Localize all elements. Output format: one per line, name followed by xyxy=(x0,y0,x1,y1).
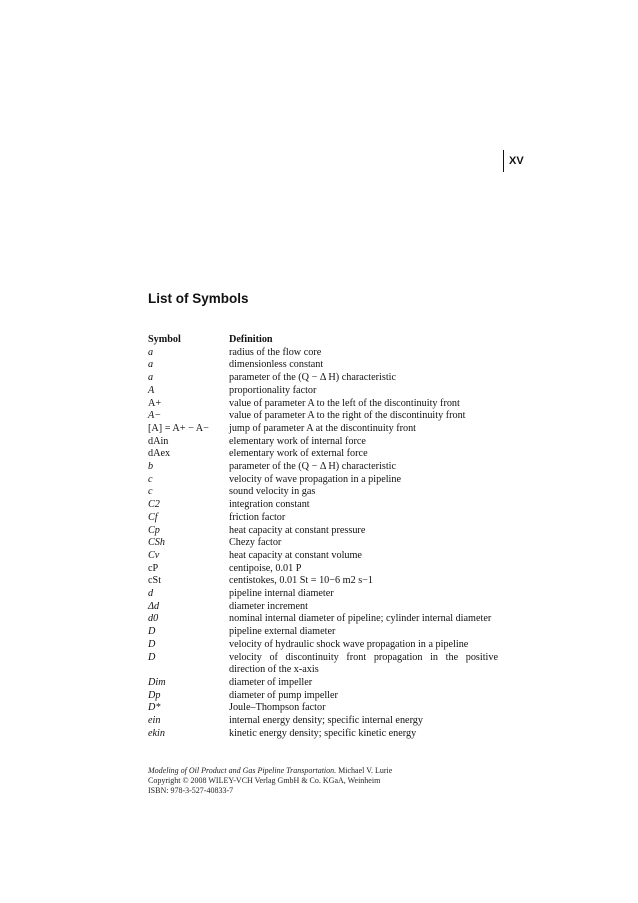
table-row xyxy=(148,512,498,525)
table-row xyxy=(148,601,498,614)
table-row xyxy=(148,359,498,372)
definition-cell: Joule–Thompson factor xyxy=(229,702,326,714)
symbol-cell: CSh xyxy=(148,537,165,549)
table-row xyxy=(148,436,498,449)
definition-cell: pipeline external diameter xyxy=(229,626,336,638)
definition-cell: kinetic energy density; specific kinetic energy xyxy=(229,727,417,739)
table-row xyxy=(148,448,498,461)
table-row xyxy=(148,537,498,550)
definition-cell: parameter of the (Q − Δ H) characteristic xyxy=(229,461,397,473)
table-row xyxy=(148,626,498,639)
definition-cell: internal energy density; specific internal energy xyxy=(229,715,423,727)
table-row xyxy=(148,423,498,436)
table-row xyxy=(148,588,498,601)
table-row xyxy=(148,728,498,741)
symbol-cell: a xyxy=(148,346,154,358)
table-row xyxy=(148,639,498,652)
table-row xyxy=(148,677,498,690)
table-row xyxy=(148,385,498,398)
page-number: XV xyxy=(503,150,524,172)
definition-cell: velocity of discontinuity front propagation in the positive direction of the x-axis xyxy=(229,651,498,676)
definition-cell: integration constant xyxy=(229,499,310,511)
symbol-cell: A− xyxy=(148,410,162,422)
definition-cell: nominal internal diameter of pipeline; cylinder internal diameter xyxy=(229,613,492,625)
table-row xyxy=(148,652,498,677)
definition-cell: heat capacity at constant pressure xyxy=(229,524,366,536)
definition-cell: velocity of wave propagation in a pipeline xyxy=(229,473,401,485)
page-footer xyxy=(148,766,392,797)
symbol-cell: a xyxy=(148,372,154,384)
definition-cell: Chezy factor xyxy=(229,537,282,549)
table-row xyxy=(148,702,498,715)
definition-cell: elementary work of external force xyxy=(229,448,368,460)
table-row xyxy=(148,613,498,626)
symbol-cell: dAin xyxy=(148,435,169,447)
table-row xyxy=(148,347,498,360)
definition-cell: diameter of impeller xyxy=(229,676,313,688)
definition-cell: pipeline internal diameter xyxy=(229,588,334,600)
symbol-cell: Cp xyxy=(148,524,160,536)
symbol-cell: A+ xyxy=(148,397,162,409)
table-row xyxy=(148,461,498,474)
chapter-title: List of Symbols xyxy=(148,291,249,306)
symbol-cell: Cv xyxy=(148,549,160,561)
symbol-cell: D xyxy=(148,638,156,650)
symbol-cell: b xyxy=(148,461,154,473)
definition-cell: sound velocity in gas xyxy=(229,486,316,498)
symbol-cell: [A] = A+ − A− xyxy=(148,422,209,434)
table-row xyxy=(148,486,498,499)
table-row xyxy=(148,410,498,423)
symbol-cell: dAex xyxy=(148,448,171,460)
symbol-cell: ekin xyxy=(148,727,165,739)
definition-cell: jump of parameter A at the discontinuity front xyxy=(229,422,417,434)
table-row xyxy=(148,550,498,563)
definition-cell: centistokes, 0.01 St = 10−6 m2 s−1 xyxy=(229,575,374,587)
symbol-cell: d0 xyxy=(148,613,159,625)
definition-cell: centipoise, 0.01 P xyxy=(229,562,302,574)
definition-cell: value of parameter A to the right of the discontinuity front xyxy=(229,410,466,422)
symbol-cell: Dim xyxy=(148,676,166,688)
table-row xyxy=(148,563,498,576)
definition-cell: proportionality factor xyxy=(229,384,317,396)
definition-cell: friction factor xyxy=(229,511,286,523)
symbol-cell: C2 xyxy=(148,499,160,511)
table-row xyxy=(148,715,498,728)
table-row xyxy=(148,372,498,385)
symbol-cell: ein xyxy=(148,715,161,727)
symbol-cell: D xyxy=(148,651,156,663)
table-row xyxy=(148,474,498,487)
symbol-cell: Dp xyxy=(148,689,161,701)
symbol-cell: A xyxy=(148,384,155,396)
symbol-cell: c xyxy=(148,473,153,485)
definition-cell: velocity of hydraulic shock wave propagation in a pipeline xyxy=(229,638,469,650)
table-header-row xyxy=(148,334,498,347)
definition-cell: diameter increment xyxy=(229,600,308,612)
symbol-cell: d xyxy=(148,588,154,600)
symbol-cell: Cf xyxy=(148,511,158,523)
symbol-cell: c xyxy=(148,486,153,498)
table-row xyxy=(148,690,498,703)
footer-isbn: ISBN: 978-3-527-40833-7 xyxy=(148,786,234,796)
footer-citation xyxy=(148,766,392,776)
header-definition: Definition xyxy=(229,334,273,345)
symbol-cell: a xyxy=(148,359,154,371)
definition-cell: parameter of the (Q − Δ H) characteristic xyxy=(229,372,397,384)
definition-cell: diameter of pump impeller xyxy=(229,689,338,701)
header-symbol: Symbol xyxy=(148,334,181,345)
table-row xyxy=(148,499,498,512)
table-row xyxy=(148,575,498,588)
definition-cell: dimensionless constant xyxy=(229,359,324,371)
definition-cell: elementary work of internal force xyxy=(229,435,366,447)
symbol-cell: cSt xyxy=(148,575,162,587)
symbol-cell: D xyxy=(148,626,156,638)
table-row xyxy=(148,525,498,538)
definition-cell: radius of the flow core xyxy=(229,346,322,358)
symbols-table xyxy=(148,334,498,741)
footer-copyright: Copyright © 2008 WILEY-VCH Verlag GmbH & Co. KGaA, Weinheim xyxy=(148,776,381,786)
table-row xyxy=(148,398,498,411)
symbol-cell: Δd xyxy=(148,600,160,612)
footer-book-title: Modeling of Oil Product and Gas Pipeline Transportation. xyxy=(148,766,337,775)
definition-cell: value of parameter A to the left of the discontinuity front xyxy=(229,397,460,409)
footer-author: Michael V. Lurie xyxy=(338,766,393,775)
symbol-cell: cP xyxy=(148,562,159,574)
definition-cell: heat capacity at constant volume xyxy=(229,549,362,561)
symbol-cell: D* xyxy=(148,702,161,714)
